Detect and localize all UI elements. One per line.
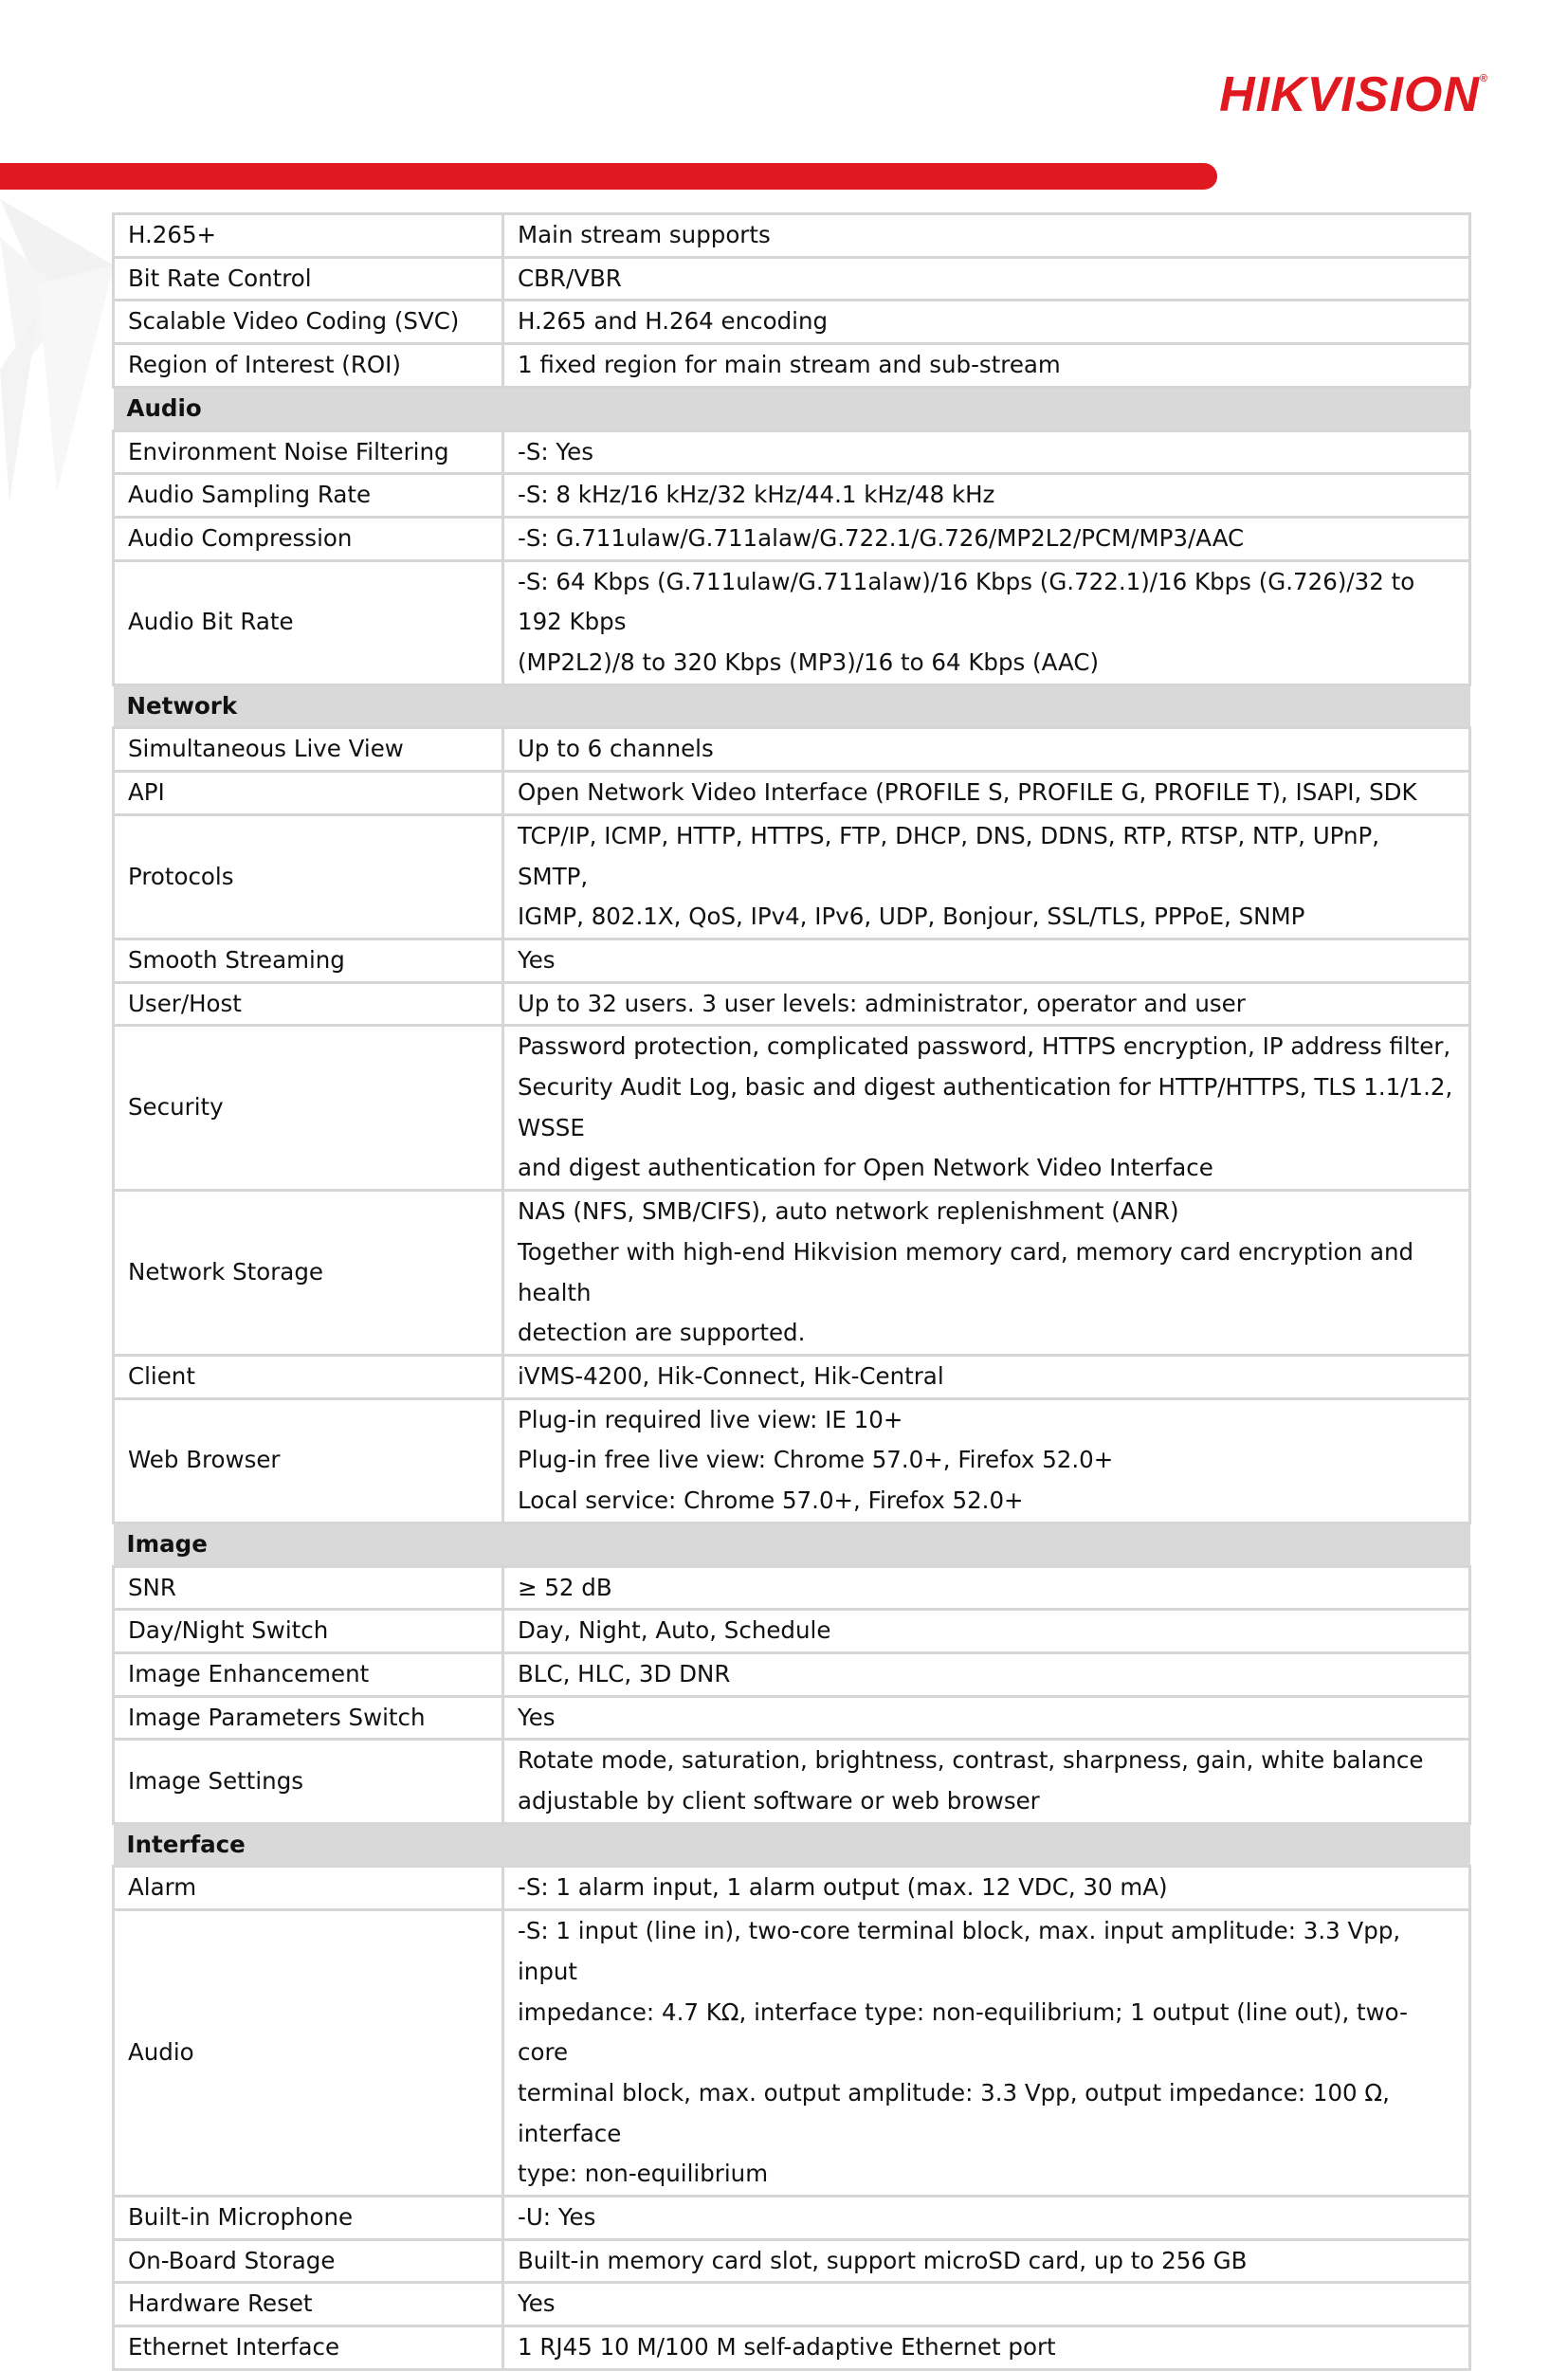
spec-row [114, 257, 1470, 301]
section-header-row [114, 387, 1470, 430]
spec-row [114, 1026, 1470, 1191]
spec-value-line: -S: 1 alarm input, 1 alarm output (max. 12 VDC, 30 mA) [518, 1873, 1168, 1902]
spec-value [503, 2239, 1470, 2283]
spec-row [114, 1566, 1470, 1610]
spec-label: Protocols [114, 814, 503, 939]
spec-label: Alarm [114, 1867, 503, 1910]
spec-value [503, 1026, 1470, 1191]
section-header-row [114, 684, 1470, 728]
spec-value-line: detection are supported. [518, 1319, 806, 1347]
spec-value [503, 2283, 1470, 2326]
spec-label: Simultaneous Live View [114, 728, 503, 772]
spec-label: On-Board Storage [114, 2239, 503, 2283]
spec-value-line: Plug-in free live view: Chrome 57.0+, Firefox 52.0+ [518, 1446, 1114, 1474]
spec-label: Audio [114, 1910, 503, 2197]
spec-value-line: Built-in memory card slot, support microSD card, up to 256 GB [518, 2246, 1248, 2274]
logo-hik: HIK [1219, 67, 1307, 122]
spec-value [503, 560, 1470, 684]
spec-value-line: H.265 and H.264 encoding [518, 307, 829, 336]
spec-row [114, 1652, 1470, 1696]
spec-table [112, 212, 1471, 2371]
spec-value-line: 1 fixed region for main stream and sub-stream [518, 351, 1061, 379]
spec-value-line: BLC, HLC, 3D DNR [518, 1659, 731, 1687]
spec-value-line: Main stream supports [518, 221, 771, 248]
spec-value [503, 1652, 1470, 1696]
spec-value-line: CBR/VBR [518, 264, 622, 292]
spec-value [503, 517, 1470, 560]
spec-row [114, 474, 1470, 518]
spec-label: Network Storage [114, 1191, 503, 1356]
spec-label: Audio Compression [114, 517, 503, 560]
spec-value-line: terminal block, max. output amplitude: 3.3 Vpp, output impedance: 100 Ω, interface [518, 2078, 1390, 2147]
hikvision-logo [1219, 67, 1488, 122]
spec-value-line: 1 RJ45 10 M/100 M self-adaptive Ethernet port [518, 2333, 1056, 2362]
spec-row [114, 772, 1470, 815]
spec-row [114, 1355, 1470, 1398]
spec-value [503, 301, 1470, 344]
spec-value [503, 1398, 1470, 1523]
spec-row [114, 560, 1470, 684]
spec-row [114, 430, 1470, 474]
spec-value-line: ≥ 52 dB [518, 1573, 612, 1601]
spec-row [114, 814, 1470, 939]
header-red-bar [0, 163, 1217, 190]
spec-row [114, 982, 1470, 1026]
spec-value-line: -S: Yes [518, 437, 593, 465]
spec-row [114, 1191, 1470, 1356]
spec-value [503, 214, 1470, 258]
spec-value-line: -U: Yes [518, 2203, 596, 2232]
spec-label: Hardware Reset [114, 2283, 503, 2326]
spec-value [503, 1610, 1470, 1653]
spec-table-body [114, 214, 1470, 2370]
spec-value-line: -S: 64 Kbps (G.711ulaw/G.711alaw)/16 Kbps (G.722.1)/16 Kbps (G.726)/32 to 192 Kbps [518, 567, 1415, 636]
spec-value [503, 1696, 1470, 1740]
spec-value [503, 728, 1470, 772]
spec-value-line: Local service: Chrome 57.0+, Firefox 52.0+ [518, 1486, 1024, 1515]
spec-label: API [114, 772, 503, 815]
spec-value [503, 257, 1470, 301]
spec-label: Audio Sampling Rate [114, 474, 503, 518]
spec-row [114, 517, 1470, 560]
spec-label: Ethernet Interface [114, 2326, 503, 2370]
spec-value [503, 474, 1470, 518]
spec-row [114, 1398, 1470, 1523]
spec-label: Environment Noise Filtering [114, 430, 503, 474]
logo-vision: VISION [1306, 67, 1480, 122]
spec-value-line: iVMS-4200, Hik-Connect, Hik-Central [518, 1361, 944, 1390]
spec-value-line: Rotate mode, saturation, brightness, contrast, sharpness, gain, white balance [518, 1746, 1424, 1775]
spec-row [114, 1867, 1470, 1910]
spec-value [503, 814, 1470, 939]
spec-value [503, 344, 1470, 388]
spec-row [114, 2239, 1470, 2283]
spec-value-line: Open Network Video Interface (PROFILE S, PROFILE G, PROFILE T), ISAPI, SDK [518, 778, 1417, 807]
registered-mark: ® [1479, 73, 1488, 84]
spec-value [503, 1355, 1470, 1398]
spec-row [114, 2283, 1470, 2326]
spec-value [503, 1191, 1470, 1356]
section-header: Image [114, 1523, 1470, 1566]
spec-value-line: -S: 1 input (line in), two-core terminal block, max. input amplitude: 3.3 Vpp, input [518, 1917, 1401, 1985]
spec-label: Image Settings [114, 1740, 503, 1823]
spec-label: User/Host [114, 982, 503, 1026]
spec-row [114, 939, 1470, 982]
spec-value [503, 1910, 1470, 2197]
spec-value-line: Yes [518, 1703, 556, 1731]
spec-label: Scalable Video Coding (SVC) [114, 301, 503, 344]
spec-value-line: Together with high-end Hikvision memory card, memory card encryption and health [518, 1237, 1414, 1306]
spec-label: Security [114, 1026, 503, 1191]
spec-label: Smooth Streaming [114, 939, 503, 982]
spec-row [114, 1610, 1470, 1653]
spec-label: Bit Rate Control [114, 257, 503, 301]
spec-label: Day/Night Switch [114, 1610, 503, 1653]
spec-label: Audio Bit Rate [114, 560, 503, 684]
spec-value-line: Security Audit Log, basic and digest authentication for HTTP/HTTPS, TLS 1.1/1.2, WSSE [518, 1073, 1453, 1141]
spec-value [503, 1566, 1470, 1610]
spec-value [503, 772, 1470, 815]
spec-value-line: -S: 8 kHz/16 kHz/32 kHz/44.1 kHz/48 kHz [518, 481, 995, 509]
spec-row [114, 728, 1470, 772]
spec-row [114, 344, 1470, 388]
spec-value-line: (MP2L2)/8 to 320 Kbps (MP3)/16 to 64 Kbps (AAC) [518, 648, 1100, 677]
spec-value-line: TCP/IP, ICMP, HTTP, HTTPS, FTP, DHCP, DNS, DDNS, RTP, RTSP, NTP, UPnP, SMTP, [518, 821, 1380, 890]
spec-value-line: Day, Night, Auto, Schedule [518, 1616, 831, 1645]
section-header-row [114, 1523, 1470, 1566]
spec-value-line: Password protection, complicated password, HTTPS encryption, IP address filter, [518, 1032, 1451, 1061]
spec-row [114, 214, 1470, 258]
spec-row [114, 2197, 1470, 2240]
spec-value-line: adjustable by client software or web browser [518, 1787, 1040, 1815]
spec-value-line: IGMP, 802.1X, QoS, IPv4, IPv6, UDP, Bonjour, SSL/TLS, PPPoE, SNMP [518, 903, 1305, 931]
spec-value-line: Up to 32 users. 3 user levels: administrator, operator and user [518, 989, 1246, 1017]
spec-value-line: Plug-in required live view: IE 10+ [518, 1405, 903, 1433]
section-header: Audio [114, 387, 1470, 430]
spec-label: Region of Interest (ROI) [114, 344, 503, 388]
spec-value [503, 2326, 1470, 2370]
spec-value [503, 939, 1470, 982]
spec-label: Built-in Microphone [114, 2197, 503, 2240]
spec-row [114, 2326, 1470, 2370]
spec-value [503, 982, 1470, 1026]
spec-value [503, 1740, 1470, 1823]
spec-label: SNR [114, 1566, 503, 1610]
spec-row [114, 1740, 1470, 1823]
spec-label: Image Parameters Switch [114, 1696, 503, 1740]
spec-value-line: type: non-equilibrium [518, 2160, 769, 2188]
spec-value-line: Yes [518, 2289, 556, 2318]
spec-value [503, 2197, 1470, 2240]
section-header-row [114, 1823, 1470, 1867]
spec-value-line: NAS (NFS, SMB/CIFS), auto network replenishment (ANR) [518, 1197, 1179, 1226]
spec-label: H.265+ [114, 214, 503, 258]
spec-row [114, 301, 1470, 344]
spec-row [114, 1910, 1470, 2197]
spec-label: Client [114, 1355, 503, 1398]
section-header: Network [114, 684, 1470, 728]
section-header: Interface [114, 1823, 1470, 1867]
spec-label: Web Browser [114, 1398, 503, 1523]
spec-value [503, 1867, 1470, 1910]
spec-value-line: -S: G.711ulaw/G.711alaw/G.722.1/G.726/MP2L2/PCM/MP3/AAC [518, 523, 1245, 552]
spec-row [114, 1696, 1470, 1740]
spec-value-line: impedance: 4.7 KΩ, interface type: non-equilibrium; 1 output (line out), two-core [518, 1997, 1408, 2067]
spec-value-line: Yes [518, 945, 556, 974]
spec-value [503, 430, 1470, 474]
spec-value-line: Up to 6 channels [518, 735, 714, 763]
spec-label: Image Enhancement [114, 1652, 503, 1696]
spec-value-line: and digest authentication for Open Network Video Interface [518, 1154, 1213, 1182]
